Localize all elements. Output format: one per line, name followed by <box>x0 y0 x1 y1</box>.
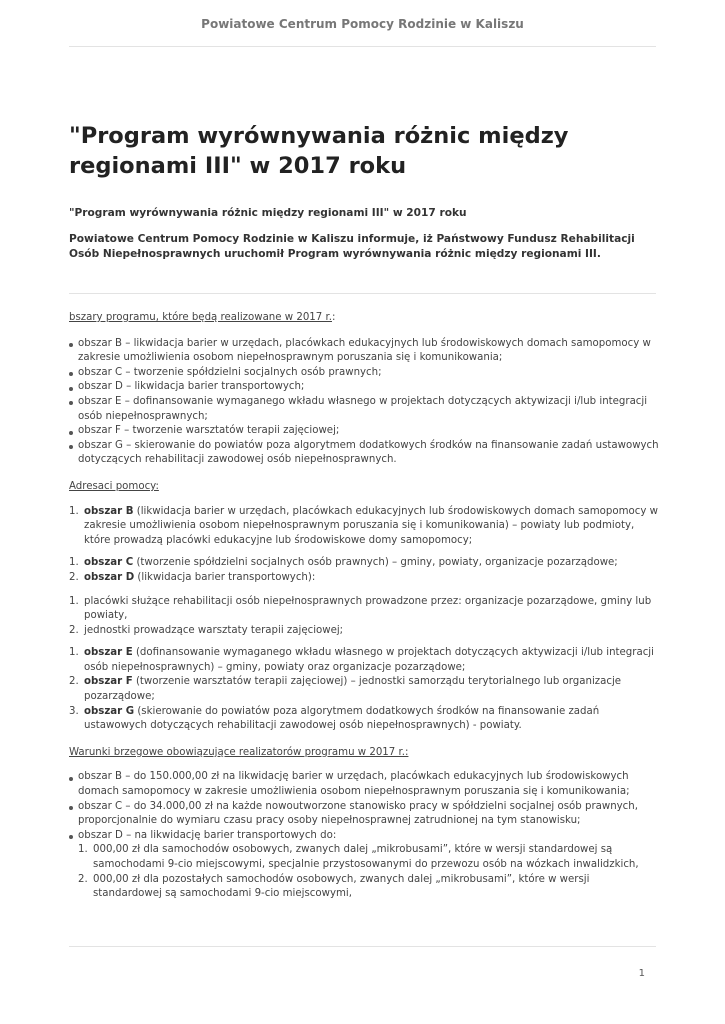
footer-divider <box>69 946 656 947</box>
areas-heading <box>69 311 661 326</box>
recipients-list-1 <box>69 505 661 549</box>
list-item: 1. obszar E (dofinansowanie wymaganego wkładu własnego w projektach dotyczących aktywizacji i/lub integracji osób niepełnosprawnych) – gminy, powiaty oraz organizacje pozarządowe; <box>69 647 654 673</box>
list-item: 1. 000,00 zł dla samochodów osobowych, zwanych dalej „mikrobusami”, które w wersji standardowej są samochodami 9-cio miejscowymi, specjalnie przystosowanymi do przewozu osób na wózkach inwalidzkich, <box>78 844 639 870</box>
conditions-list <box>69 770 661 901</box>
list-item: 2. obszar F (tworzenie warsztatów terapii zajęciowej) – jednostki samorządu terytorialnego lub organizacje pozarządowe; <box>69 676 622 703</box>
list-item: obszar F – tworzenie warsztatów terapii zajęciowej; <box>69 424 661 439</box>
recipients-label: Adresaci pomocy: <box>69 480 159 492</box>
content-divider <box>69 293 656 294</box>
list-item: 3. obszar G (skierowanie do powiatów poza algorytmem dodatkowych środków na finansowanie zadań ustawowych dotyczących rehabilitacji zawodowej osób niepełnosprawnych) - powiaty. <box>69 705 600 732</box>
list-item: 2. jednostki prowadzące warsztaty terapii zajęciowej; <box>69 624 344 636</box>
recipients-list-3 <box>69 595 661 639</box>
list-item: 1. obszar C (tworzenie spółdzielni socjalnych osób prawnych) – gminy, powiaty, organizacje pozarządowe; <box>69 557 618 569</box>
areas-label-suffix: : <box>332 312 336 323</box>
article-intro: Powiatowe Centrum Pomocy Rodzinie w Kaliszu informuje, iż Państwowy Fundusz Rehabilitacji Osób Niepełnosprawnych uruchomił Program wyrównywania różnic między regionami III. <box>69 233 635 260</box>
header-title: Powiatowe Centrum Pomocy Rodzinie w Kaliszu <box>201 17 524 31</box>
list-item: obszar B – likwidacja barier w urzędach, placówkach edukacyjnych lub środowiskowych domach samopomocy w zakresie umożliwienia osobom niepełnosprawnym poruszania się i komunikowania; <box>69 337 661 366</box>
list-item: obszar B – do 150.000,00 zł na likwidację barier w urzędach, placówkach edukacyjnych lub środowiskowych domach samopomocy w zakresie umożliwienia osobom niepełnosprawnym poruszania się i komunikowania; <box>69 770 661 799</box>
header-divider <box>69 46 656 47</box>
conditions-sublist <box>78 843 661 901</box>
list-item: 1. obszar B (likwidacja barier w urzędach, placówkach edukacyjnych lub środowiskowych domach samopomocy w zakresie umożliwienia osobom niepełnosprawnym poruszania się i komunikowania) – powiaty lub podmioty, które prowadzą placówki edukacyjne lub środowiskowe domy samopomocy; <box>69 505 658 546</box>
list-item: obszar C – tworzenie spółdzielni socjalnych osób prawnych; <box>69 366 661 381</box>
page-title: "Program wyrównywania różnic między regionami III" w 2017 roku <box>69 123 569 179</box>
conditions-label: Warunki brzegowe obowiązujące realizatorów programu w 2017 r.: <box>69 746 409 758</box>
list-item: 1. placówki służące rehabilitacji osób niepełnosprawnych prowadzone przez: organizacje pozarządowe, gminy lub powiaty, <box>69 595 652 622</box>
list-item: obszar E – dofinansowanie wymaganego wkładu własnego w projektach dotyczących aktywizacji i/lub integracji osób niepełnosprawnych; <box>69 395 661 424</box>
list-item: obszar C – do 34.000,00 zł na każde nowoutworzone stanowisko pracy w spółdzielni socjalnej osób prawnych, proporcjonalnie do wymiaru czasu pracy osoby niepełnosprawnej zatrudnionej na tym stanowisku; <box>69 800 661 829</box>
article-subtitle: "Program wyrównywania różnic między regionami III" w 2017 roku <box>69 207 467 219</box>
list-item: obszar G – skierowanie do powiatów poza algorytmem dodatkowych środków na finansowanie zadań ustawowych dotyczących rehabilitacji zawodowej osób niepełnosprawnych. <box>69 439 661 468</box>
recipients-list-4 <box>69 646 661 734</box>
article-content <box>69 311 661 914</box>
list-item: 2. 000,00 zł dla pozostałych samochodów osobowych, zwanych dalej „mikrobusami”, które w wersji standardowej są samochodami 9-cio miejscowymi, <box>78 873 590 900</box>
list-item: obszar D – na likwidację barier transportowych do: 1. 000,00 zł dla samochodów osobowych, zwanych dalej „mikrobusami”, które w wersji standardowej są samochodami 9-cio miejscowymi, specjalnie przystosowanymi do przewozu osób na wózkach inwalidzkich, 2. 000,00 zł dla pozostałych samochodów osobowych, zwanych dalej „mikrobusami”, które w wersji standardowej są samochodami 9-cio miejscowymi, <box>69 829 661 902</box>
list-item: 2. obszar D (likwidacja barier transportowych): <box>69 571 316 583</box>
areas-label: bszary programu, które będą realizowane w 2017 r. <box>69 312 332 323</box>
areas-list <box>69 337 661 468</box>
page-number: 1 <box>638 968 645 979</box>
list-item: obszar D – likwidacja barier transportowych; <box>69 380 661 395</box>
recipients-list-2 <box>69 556 661 585</box>
